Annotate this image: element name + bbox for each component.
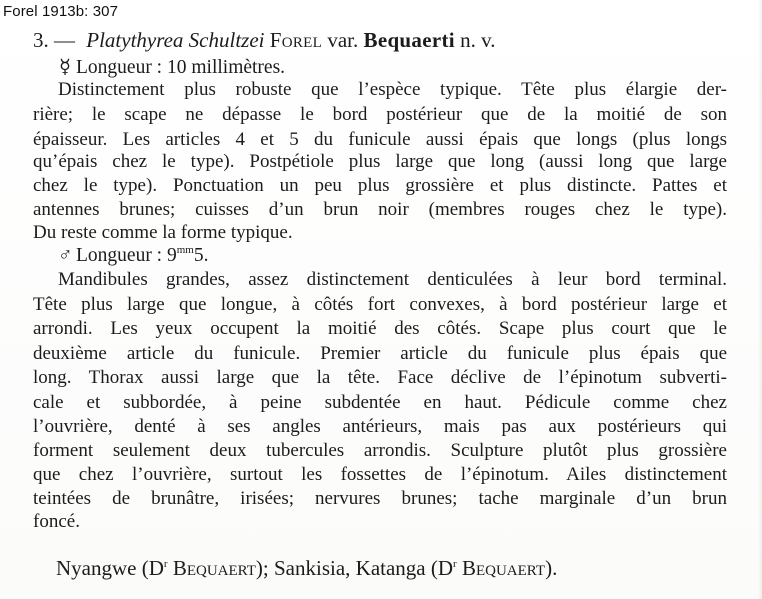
collector-name: Bequaert — [461, 556, 546, 580]
male-symbol-icon: ♂ — [58, 245, 73, 266]
worker-text-line: Du reste comme la forme typique. — [33, 222, 293, 243]
worker-text-line: rière; le scape ne dépasse le bord postérieur que de la moitié de son — [33, 104, 727, 125]
male-text-line: cale et subbordée, à peine subdentée en haut. Pédicule comme chez — [33, 392, 727, 413]
worker-text-line: chez le type). Ponctuation un peu plus grossière et plus distincte. Pattes et — [33, 175, 727, 196]
male-text-line: teintées de brunâtre, irisées; nervures brunes; tache marginale d’un brun — [33, 488, 727, 509]
author-name: Forel — [269, 28, 323, 52]
locality-text: ). — [545, 556, 558, 580]
source-label: Forel 1913b: 307 — [3, 3, 119, 20]
locality-text: Nyangwe (D — [56, 556, 164, 580]
variety-name: Bequaerti — [363, 28, 455, 52]
worker-text-line: antennes brunes; cuisses d’un brun noir (membres rouges chez le type). — [33, 199, 727, 220]
genus-species: Platythyrea Schultzei — [86, 28, 265, 52]
locality-line — [56, 556, 557, 581]
scan-edge-shadow — [758, 0, 762, 599]
worker-symbol-icon: ☿ — [59, 57, 71, 78]
locality-text: ); Sankisia, Katanga (D — [255, 556, 454, 580]
male-length-unit: mm — [176, 244, 194, 256]
worker-length-text: Longueur : 10 millimètres. — [76, 57, 286, 78]
male-text-line: forment seulement deux tubercules arrondis. Sculpture plutôt plus grossière — [33, 440, 727, 461]
worker-length — [58, 55, 285, 79]
male-text-line: Tête plus large que longue, à côtés fort convexes, à bord postérieur large et — [33, 294, 727, 315]
male-text-line: deuxième article du funicule. Premier article du funicule plus épais que — [33, 343, 727, 364]
worker-text-line: épaisseur. Les articles 4 et 5 du funicule aussi épais que longs (plus longs — [33, 129, 727, 150]
male-text-line: que chez l’ouvrière, surtout les fossettes de l’épinotum. Ailes distinctement — [33, 464, 727, 485]
male-length-prefix: Longueur : 9 — [76, 245, 177, 266]
worker-text-line: Distinctement plus robuste que l’espèce typique. Tête plus élargie der- — [58, 79, 727, 100]
entry-number: 3. — — [33, 28, 75, 52]
title-superscript: r — [163, 558, 168, 570]
male-text-line: Mandibules grandes, assez distinctement denticulées à leur bord terminal. — [58, 269, 727, 290]
var-label: var. — [327, 28, 359, 52]
collector-name: Bequaert — [172, 556, 256, 580]
new-variety-label: n. v. — [460, 28, 496, 52]
taxon-title — [33, 28, 496, 53]
male-length-suffix: 5. — [193, 245, 209, 266]
worker-text-line: qu’épais chez le type). Postpétiole plus large que long (aussi long que large — [33, 151, 727, 172]
male-text-line: foncé. — [33, 511, 80, 532]
male-text-line: l’ouvrière, denté à ses angles antérieurs, mais pas aux postérieurs qui — [33, 416, 727, 437]
male-text-line: arrondi. Les yeux occupent la moitié des côtés. Scape plus court que le — [33, 318, 727, 339]
title-superscript: r — [453, 558, 457, 570]
male-text-line: long. Thorax aussi large que la tête. Face déclive de l’épinotum subverti- — [33, 367, 727, 388]
male-length — [58, 245, 208, 267]
